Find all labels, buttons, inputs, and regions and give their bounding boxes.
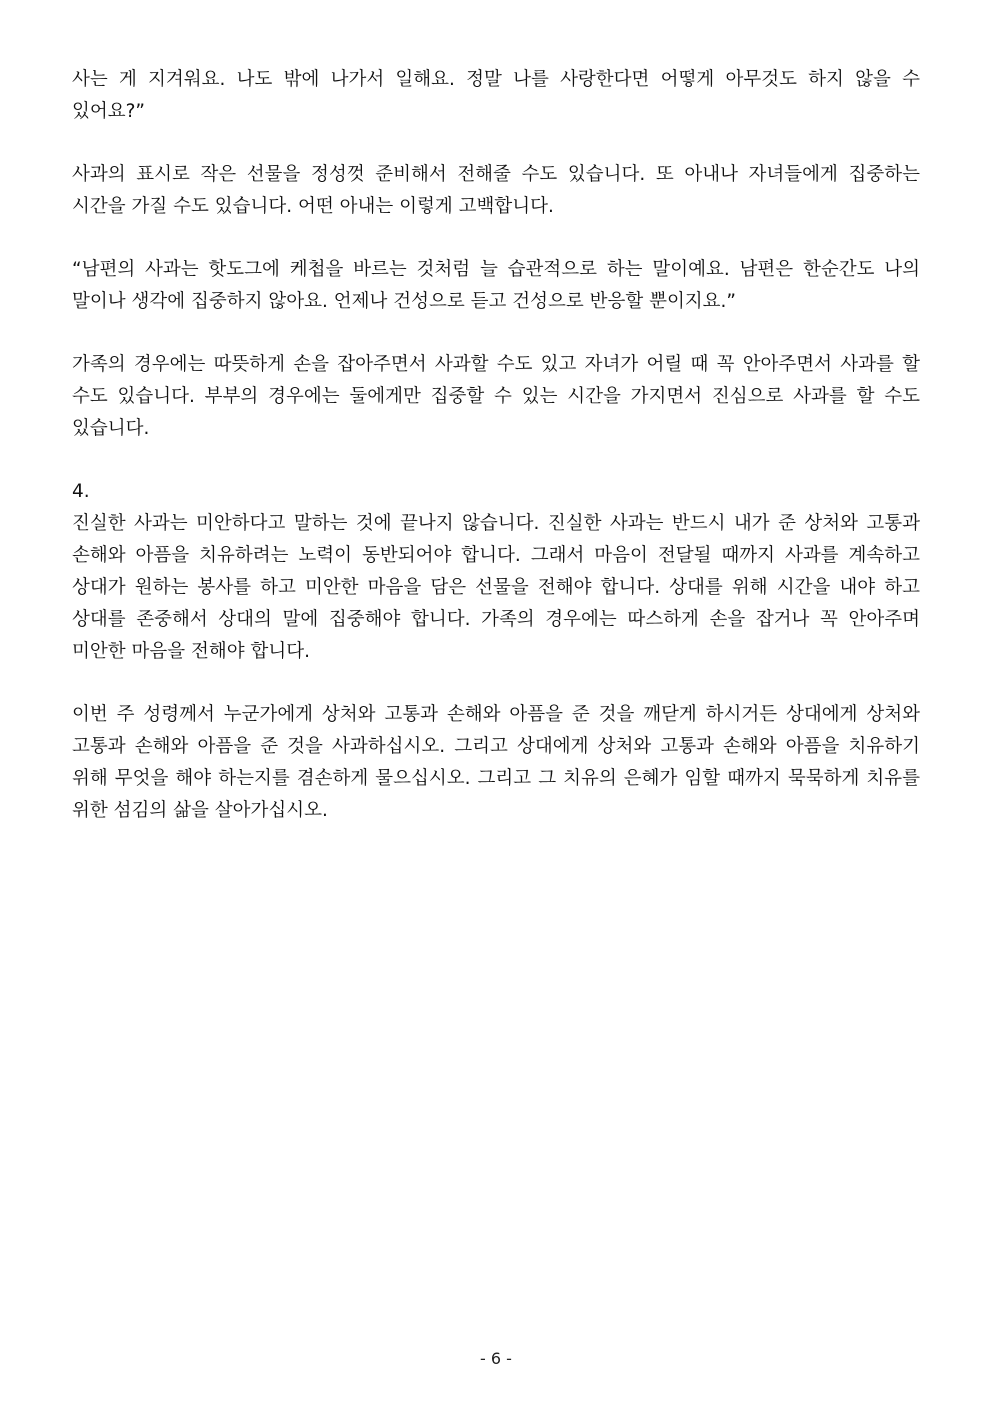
paragraph-wife-quote: “남편의 사과는 핫도그에 케첩을 바르는 것처럼 늘 습관적으로 하는 말이예요. 남편은 한순간도 나의 말이나 생각에 집중하지 않아요. 언제나 건성으로 듣고 건성으로 반응할 뿐이지요.” (72, 259, 920, 312)
paragraph-gift-apology: 사과의 표시로 작은 선물을 정성껏 준비해서 전해줄 수도 있습니다. 또 아내나 자녀들에게 집중하는 시간을 가질 수도 있습니다. 어떤 아내는 이렇게 고백합니다. (72, 164, 920, 217)
section-number: 4. (72, 481, 90, 502)
paragraph-quote-ending: 사는 게 지겨워요. 나도 밖에 나가서 일해요. 정말 나를 사랑한다면 어떻게 아무것도 하지 않을 수 있어요?” (72, 69, 920, 122)
page-number: - 6 - (480, 1349, 512, 1368)
document-body (72, 64, 920, 858)
paragraph-family-apology: 가족의 경우에는 따뜻하게 손을 잡아주면서 사과할 수도 있고 자녀가 어릴 때 꼭 안아주면서 사과를 할 수도 있습니다. 부부의 경우에는 둘에게만 집중할 수 있는 시간을 가지면서 진심으로 사과를 할 수도 있습니다. (72, 354, 920, 439)
paragraph-true-apology: 진실한 사과는 미안하다고 말하는 것에 끝나지 않습니다. 진실한 사과는 반드시 내가 준 상처와 고통과 손해와 아픔을 치유하려는 노력이 동반되어야 합니다. 그래서 마음이 전달될 때까지 사과를 계속하고 상대가 원하는 봉사를 하고 미안한 마음을 담은 선물을 전해야 합니다. 상대를 위해 시간을 내야 하고 상대를 존중해서 상대의 말에 집중해야 합니다. 가족의 경우에는 따스하게 손을 잡거나 꼭 안아주며 미안한 마음을 전해야 합니다. (72, 513, 920, 662)
paragraph-this-week: 이번 주 성령께서 누군가에게 상처와 고통과 손해와 아픔을 준 것을 깨닫게 하시거든 상대에게 상처와 고통과 손해와 아픔을 준 것을 사과하십시오. 그리고 상대에게 상처와 고통과 손해와 아픔을 치유하기 위해 무엇을 해야 하는지를 겸손하게 물으십시오. 그리고 그 치유의 은혜가 임할 때까지 묵묵하게 치유를 위한 섬김의 삶을 살아가십시오. (72, 704, 920, 821)
